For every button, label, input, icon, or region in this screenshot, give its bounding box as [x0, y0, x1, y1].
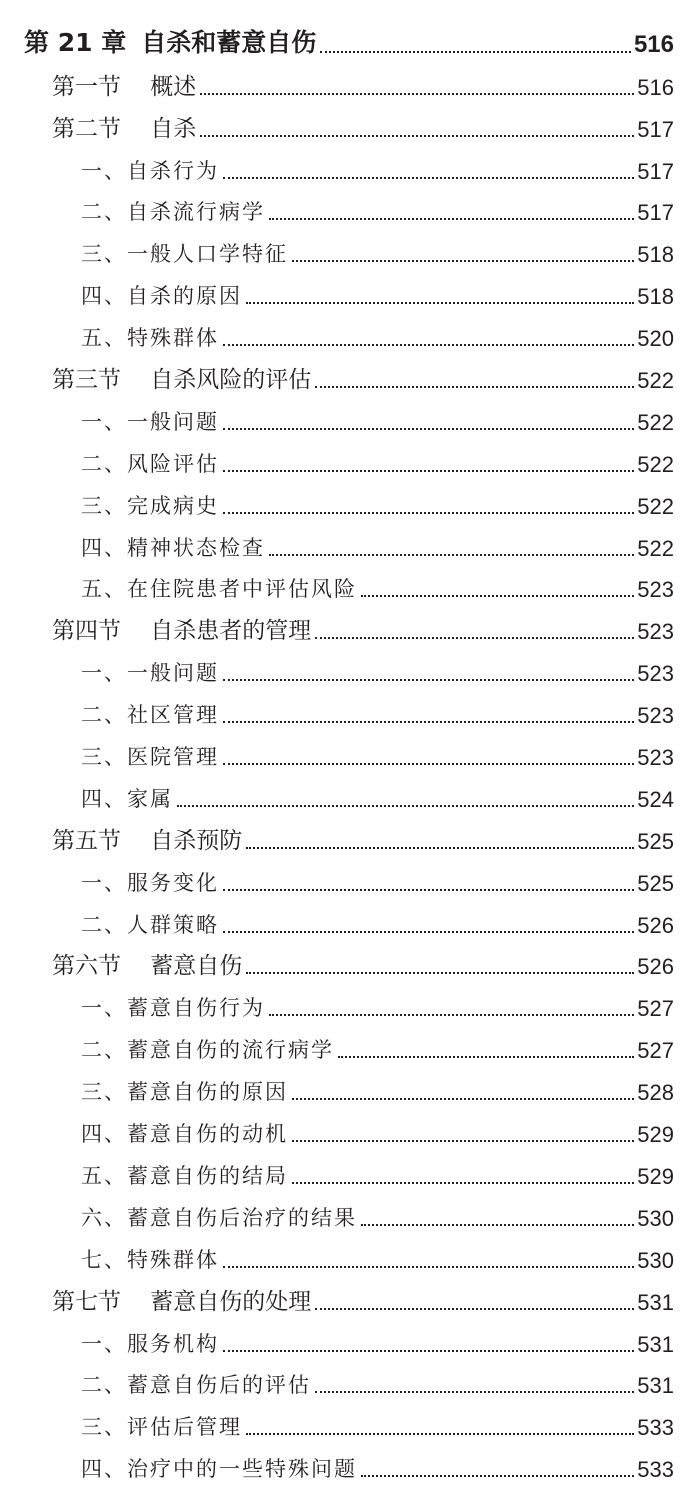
toc-item-row: [0, 1071, 700, 1113]
dot-leader: [292, 1182, 634, 1184]
toc-page-number: 523: [637, 619, 674, 645]
toc-entry-label: 六、蓄意自伤后治疗的结果: [81, 1205, 357, 1230]
toc-page-number: 522: [637, 409, 674, 435]
toc-page-number: 524: [637, 786, 674, 812]
dot-leader: [292, 1098, 634, 1100]
toc-item-row: [0, 1197, 700, 1239]
toc-page-number: 516: [637, 74, 674, 100]
toc-page-number: 522: [637, 535, 674, 561]
dot-leader: [269, 218, 634, 220]
dot-leader: [338, 1056, 634, 1058]
toc-entry-label: 四、自杀的原因: [81, 284, 242, 309]
toc-page-number: 522: [637, 368, 674, 394]
table-of-contents: [0, 24, 700, 1490]
toc-entry-label: 一、一般问题: [81, 409, 219, 434]
toc-page-number: 533: [637, 1415, 674, 1441]
dot-leader: [246, 1433, 634, 1435]
toc-page-number: 526: [637, 954, 674, 980]
toc-chapter-row: [0, 24, 700, 66]
toc-item-row: [0, 1323, 700, 1365]
toc-item-row: [0, 150, 700, 192]
dot-leader: [246, 972, 634, 974]
toc-page-number: 529: [637, 1163, 674, 1189]
dot-leader: [223, 763, 634, 765]
toc-entry-label: 第四节 自杀患者的管理: [52, 618, 312, 645]
toc-entry-label: 二、自杀流行病学: [81, 200, 265, 225]
toc-item-row: [0, 1239, 700, 1281]
toc-item-row: [0, 485, 700, 527]
toc-entry-label: 第二节 自杀: [52, 115, 197, 142]
toc-page-number: 527: [637, 1038, 674, 1064]
dot-leader: [315, 1391, 634, 1393]
dot-leader: [246, 847, 634, 849]
dot-leader: [315, 1308, 634, 1310]
toc-page-number: 526: [637, 912, 674, 938]
toc-page-number: 530: [637, 1247, 674, 1273]
dot-leader: [315, 386, 634, 388]
toc-entry-label: 五、蓄意自伤的结局: [81, 1163, 288, 1188]
toc-page-number: 522: [637, 493, 674, 519]
dot-leader: [223, 1266, 634, 1268]
toc-entry-label: 三、医院管理: [81, 745, 219, 770]
toc-entry-label: 第七节 蓄意自伤的处理: [52, 1288, 312, 1315]
toc-entry-label: 一、一般问题: [81, 661, 219, 686]
toc-item-row: [0, 233, 700, 275]
toc-entry-label: 五、在住院患者中评估风险: [81, 577, 357, 602]
dot-leader: [200, 93, 634, 95]
toc-item-row: [0, 275, 700, 317]
toc-section-row: [0, 946, 700, 988]
toc-page-number: 531: [637, 1373, 674, 1399]
dot-leader: [200, 135, 634, 137]
chapter-number: 第 21 章: [24, 27, 127, 57]
dot-leader: [246, 302, 634, 304]
dot-leader: [361, 595, 634, 597]
dot-leader: [223, 931, 634, 933]
toc-section-row: [0, 1281, 700, 1323]
toc-item-row: [0, 192, 700, 234]
dot-leader: [292, 1140, 634, 1142]
toc-page-number: 517: [637, 116, 674, 142]
toc-item-row: [0, 862, 700, 904]
dot-leader: [223, 721, 634, 723]
dot-leader: [223, 344, 634, 346]
toc-page-number: 517: [637, 200, 674, 226]
toc-entry-label: 七、特殊群体: [81, 1247, 219, 1272]
dot-leader: [361, 1475, 634, 1477]
toc-item-row: [0, 1113, 700, 1155]
dot-leader: [269, 1014, 634, 1016]
toc-entry-label: 第三节 自杀风险的评估: [52, 367, 312, 394]
toc-item-row: [0, 1155, 700, 1197]
toc-entry-label: 三、完成病史: [81, 493, 219, 518]
toc-item-row: [0, 1029, 700, 1071]
toc-item-row: [0, 527, 700, 569]
toc-item-row: [0, 569, 700, 611]
toc-entry-label: 二、社区管理: [81, 703, 219, 728]
toc-entry-label: 一、服务机构: [81, 1331, 219, 1356]
toc-page-number: 520: [637, 326, 674, 352]
dot-leader: [223, 512, 634, 514]
toc-item-row: [0, 778, 700, 820]
toc-page-number: 531: [637, 1289, 674, 1315]
toc-entry-label: 四、蓄意自伤的动机: [81, 1122, 288, 1147]
dot-leader: [223, 428, 634, 430]
toc-section-row: [0, 820, 700, 862]
toc-entry-list: [0, 66, 700, 1490]
toc-item-row: [0, 1406, 700, 1448]
toc-item-row: [0, 694, 700, 736]
toc-page-number: 531: [637, 1331, 674, 1357]
toc-entry-label: 二、蓄意自伤后的评估: [81, 1373, 311, 1398]
toc-section-row: [0, 359, 700, 401]
toc-section-row: [0, 610, 700, 652]
toc-entry-label: 一、服务变化: [81, 870, 219, 895]
toc-entry-label: 二、人群策略: [81, 912, 219, 937]
dot-leader: [320, 51, 631, 53]
toc-page-number: 518: [637, 284, 674, 310]
toc-page-number: 518: [637, 242, 674, 268]
dot-leader: [223, 177, 634, 179]
dot-leader: [269, 554, 634, 556]
toc-page-number: 523: [637, 703, 674, 729]
dot-leader: [315, 637, 634, 639]
toc-item-row: [0, 401, 700, 443]
toc-entry-label: 第六节 蓄意自伤: [52, 953, 243, 980]
toc-page-number: 523: [637, 745, 674, 771]
dot-leader: [223, 889, 634, 891]
toc-entry-label: 第一节 概述: [52, 73, 197, 100]
toc-item-row: [0, 443, 700, 485]
toc-entry-label: 二、风险评估: [81, 451, 219, 476]
toc-entry-label: 一、自杀行为: [81, 158, 219, 183]
toc-page-number: 523: [637, 577, 674, 603]
chapter-page-number: 516: [633, 30, 674, 58]
chapter-title: 自杀和蓄意自伤: [141, 27, 317, 57]
toc-page-number: 525: [637, 870, 674, 896]
toc-item-row: [0, 736, 700, 778]
toc-page-number: 525: [637, 828, 674, 854]
toc-page-number: 530: [637, 1205, 674, 1231]
toc-page-number: 533: [637, 1457, 674, 1483]
toc-section-row: [0, 66, 700, 108]
dot-leader: [292, 260, 634, 262]
toc-page-number: 517: [637, 158, 674, 184]
dot-leader: [223, 470, 634, 472]
dot-leader: [361, 1224, 634, 1226]
toc-page-number: 528: [637, 1080, 674, 1106]
toc-item-row: [0, 1448, 700, 1490]
toc-entry-label: 五、特殊群体: [81, 326, 219, 351]
toc-section-row: [0, 108, 700, 150]
toc-entry-label: 第五节 自杀预防: [52, 827, 243, 854]
toc-page-number: 529: [637, 1122, 674, 1148]
toc-page-number: 522: [637, 451, 674, 477]
toc-entry-label: 二、蓄意自伤的流行病学: [81, 1038, 334, 1063]
toc-item-row: [0, 317, 700, 359]
toc-entry-label: 三、一般人口学特征: [81, 242, 288, 267]
toc-entry-label: 一、蓄意自伤行为: [81, 996, 265, 1021]
toc-page-number: 527: [637, 996, 674, 1022]
toc-entry-label: 四、治疗中的一些特殊问题: [81, 1457, 357, 1482]
toc-entry-label: 三、蓄意自伤的原因: [81, 1080, 288, 1105]
toc-page-number: 523: [637, 661, 674, 687]
toc-item-row: [0, 987, 700, 1029]
dot-leader: [223, 679, 634, 681]
dot-leader: [223, 1350, 634, 1352]
dot-leader: [177, 805, 634, 807]
toc-entry-label: 四、家属: [81, 786, 173, 811]
toc-entry-label: 三、评估后管理: [81, 1415, 242, 1440]
toc-entry-label: 四、精神状态检查: [81, 535, 265, 560]
toc-item-row: [0, 1365, 700, 1407]
toc-item-row: [0, 904, 700, 946]
chapter-heading: [24, 23, 316, 59]
toc-item-row: [0, 652, 700, 694]
